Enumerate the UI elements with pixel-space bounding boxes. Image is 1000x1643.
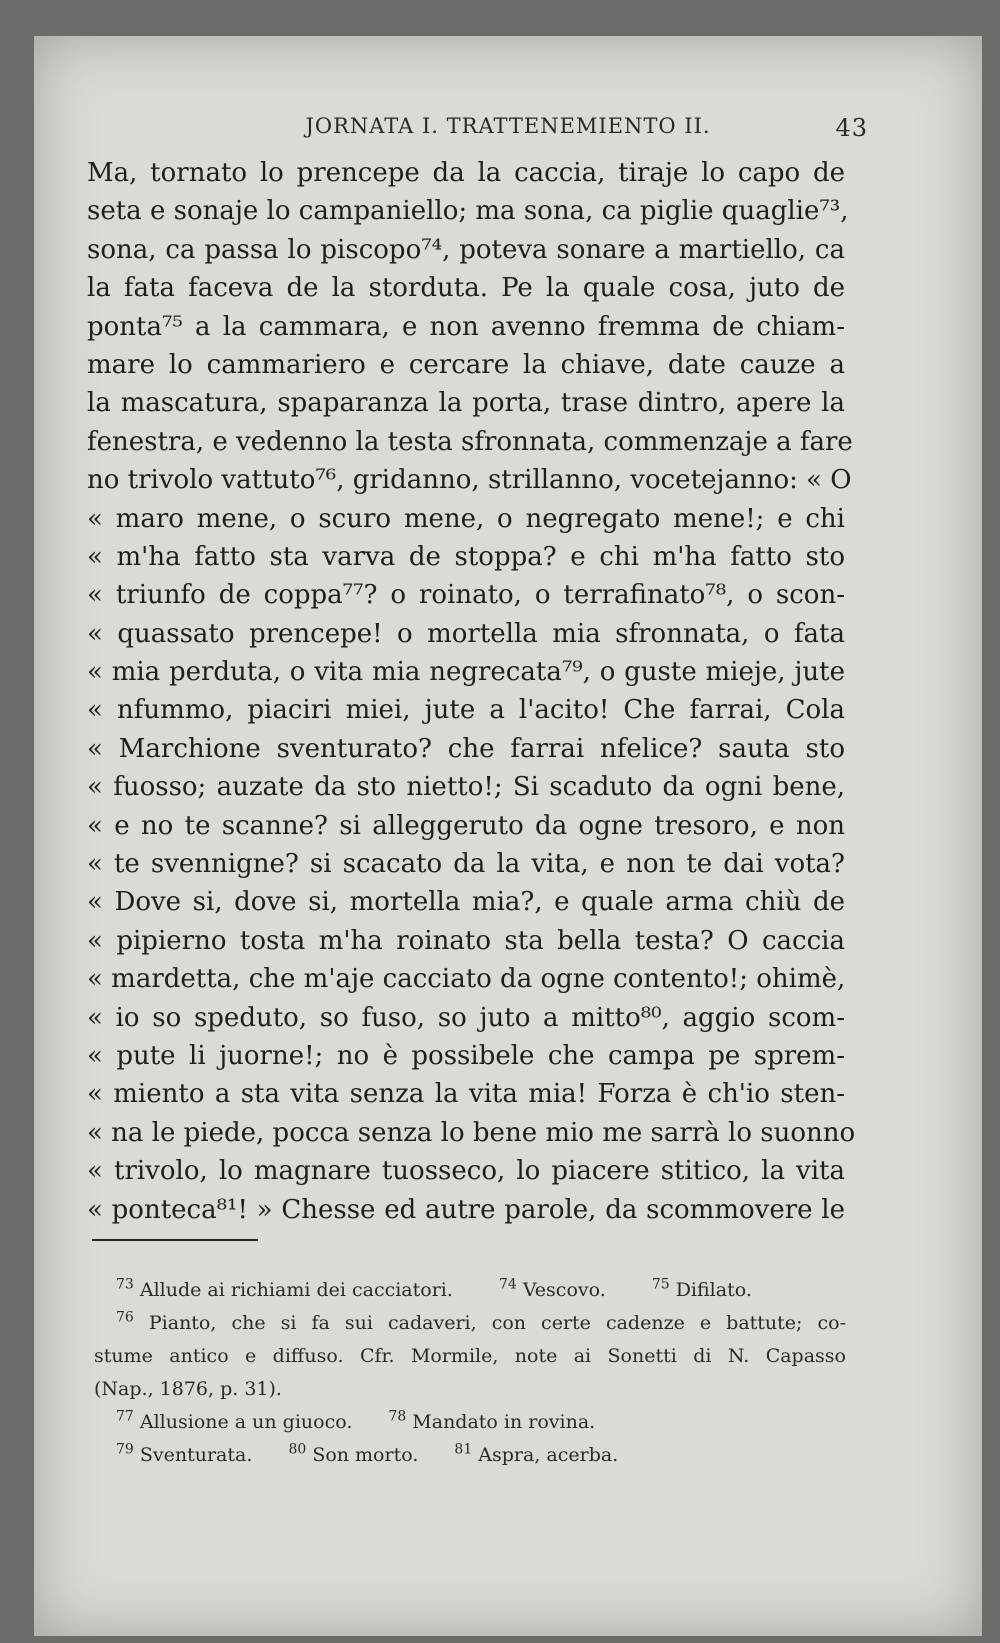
footnote-number: 81 bbox=[454, 1441, 473, 1458]
text-line: la fata faceva de la storduta. Pe la quale cosa, juto de bbox=[87, 273, 845, 304]
text-line: « nfummo, piaciri miei, jute a l'acito! Che farrai, Cola bbox=[87, 695, 845, 726]
text-line: « mia perduta, o vita mia negrecata⁷⁹, o guste mieje, jute bbox=[87, 657, 845, 688]
text-line: « maro mene, o scuro mene, o negregato mene!; e chi bbox=[87, 503, 845, 534]
footnote-line: stume antico e diffuso. Cfr. Mormile, note ai Sonetti di N. Capasso bbox=[94, 1345, 846, 1367]
text-line: « e no te scanne? si alleggeruto da ogne tresoro, e non bbox=[87, 810, 845, 841]
footnote-text: Difilato. bbox=[675, 1279, 752, 1301]
page-number: 43 bbox=[835, 114, 868, 142]
footnote-text: Sventurata. bbox=[139, 1444, 253, 1466]
footnote-text: Vescovo. bbox=[522, 1279, 606, 1301]
footnote-text: Son morto. bbox=[312, 1444, 419, 1466]
text-line: « miento a sta vita senza la vita mia! Forza è ch'io sten- bbox=[87, 1079, 845, 1110]
footnotes bbox=[94, 1274, 846, 1472]
footnote-text: Mandato in rovina. bbox=[412, 1411, 596, 1433]
text-line: la mascatura, spaparanza la porta, trase dintro, apere la bbox=[87, 388, 845, 419]
text-line: mare lo cammariero e cercare la chiave, date cauze a bbox=[87, 349, 845, 380]
footnote-line bbox=[94, 1439, 846, 1472]
footnote-text: Allusione a un giuoco. bbox=[139, 1411, 353, 1433]
footnote-text: Pianto, che si fa sui cadaveri, con certe cadenze e battute; co- bbox=[148, 1312, 846, 1334]
footnote-line bbox=[94, 1307, 846, 1340]
text-line: « mardetta, che m'aje cacciato da ogne contento!; ohimè, bbox=[87, 964, 846, 995]
text-line: sona, ca passa lo piscopo⁷⁴, poteva sonare a martiello, ca bbox=[87, 234, 845, 265]
page-header bbox=[34, 110, 982, 150]
footnote-text: Aspra, acerba. bbox=[478, 1444, 619, 1466]
text-line: « te svennigne? si scacato da la vita, e non te dai vota? bbox=[87, 849, 845, 880]
footnote-rule bbox=[92, 1239, 258, 1241]
footnote-line bbox=[94, 1274, 846, 1307]
text-line: « triunfo de coppa⁷⁷? o roinato, o terrafinato⁷⁸, o scon- bbox=[87, 580, 845, 611]
footnote-text: Allude ai richiami dei cacciatori. bbox=[139, 1279, 453, 1301]
text-line: « Dove si, dove si, mortella mia?, e quale arma chiù de bbox=[87, 887, 845, 918]
text-line: « m'ha fatto sta varva de stoppa? e chi m'ha fatto sto bbox=[87, 541, 845, 572]
footnote-number: 74 bbox=[498, 1276, 517, 1293]
text-line: « pute li juorne!; no è possibele che campa pe sprem- bbox=[87, 1040, 845, 1071]
footnote-number: 75 bbox=[651, 1276, 670, 1293]
text-line: « Marchione sventurato? che farrai nfelice? sauta sto bbox=[87, 733, 845, 764]
text-line: fenestra, e vedenno la testa sfronnata, commenzaje a fare bbox=[87, 426, 853, 457]
footnote-number: 79 bbox=[116, 1441, 134, 1458]
text-line: ponta⁷⁵ a la cammara, e non avenno fremma de chiam- bbox=[87, 311, 845, 342]
text-line: seta e sonaje lo campaniello; ma sona, ca piglie quaglie⁷³, bbox=[87, 196, 849, 227]
text-line: « na le piede, pocca senza lo bene mio me sarrà lo suonno bbox=[87, 1117, 856, 1148]
body-text bbox=[87, 154, 856, 1229]
text-line: « pipierno tosta m'ha roinato sta bella testa? O caccia bbox=[87, 925, 845, 956]
text-line: no trivolo vattuto⁷⁶, gridanno, strillanno, vocetejanno: « O bbox=[87, 465, 852, 496]
footnote-number: 73 bbox=[116, 1276, 134, 1293]
footnote-number: 76 bbox=[116, 1309, 134, 1326]
text-line: « io so speduto, so fuso, so juto a mitto⁸⁰, aggio scom- bbox=[87, 1002, 845, 1033]
text-line: « quassato prencepe! o mortella mia sfronnata, o fata bbox=[87, 618, 845, 649]
text-line: « ponteca⁸¹! » Chesse ed autre parole, da scommovere le bbox=[87, 1194, 845, 1225]
footnote-number: 80 bbox=[288, 1441, 307, 1458]
footnote-number: 77 bbox=[116, 1408, 134, 1425]
book-page bbox=[34, 36, 982, 1636]
footnote-number: 78 bbox=[388, 1408, 407, 1425]
text-line: « fuosso; auzate da sto nietto!; Si scaduto da ogni bene, bbox=[87, 772, 845, 803]
footnote-line: (Nap., 1876, p. 31). bbox=[94, 1378, 282, 1400]
footnote-line bbox=[94, 1406, 846, 1439]
running-head: JORNATA I. TRATTENEMIENTO II. bbox=[305, 114, 711, 138]
text-line: Ma, tornato lo prencepe da la caccia, tiraje lo capo de bbox=[87, 158, 845, 188]
text-line: « trivolo, lo magnare tuosseco, lo piacere stitico, la vita bbox=[87, 1156, 845, 1187]
